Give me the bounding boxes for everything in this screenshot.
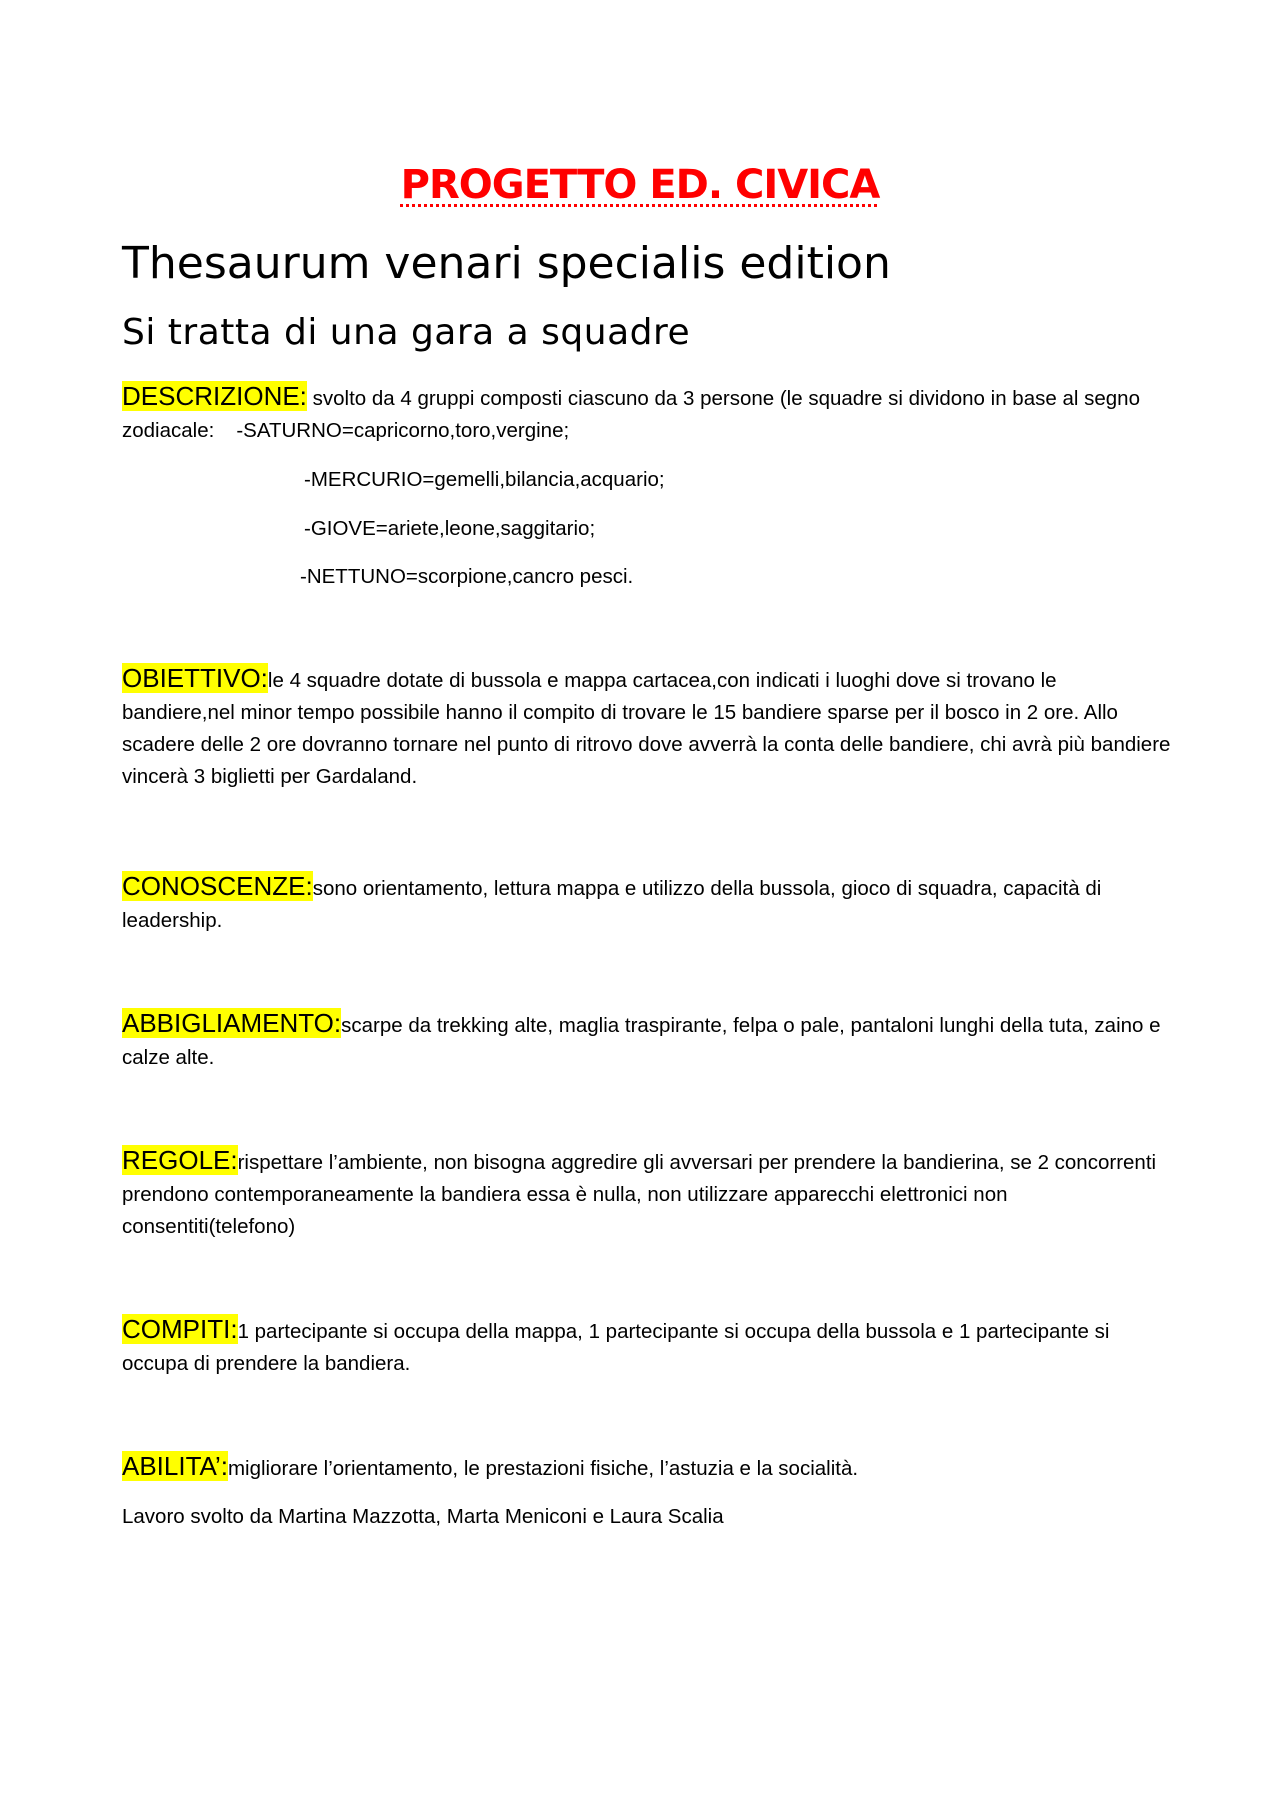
title-text: PROGETTO ED. CIVICA bbox=[400, 162, 880, 208]
document-title bbox=[0, 162, 1280, 208]
abbigliamento-label: ABBIGLIAMENTO: bbox=[122, 1008, 342, 1038]
authors-footer: Lavoro svolto da Martina Mazzotta, Marta Meniconi e Laura Scalia bbox=[122, 1505, 724, 1528]
conoscenze-section bbox=[122, 870, 1172, 937]
abilita-label: ABILITA’: bbox=[122, 1451, 228, 1481]
team-saturno: -SATURNO=capricorno,toro,vergine; bbox=[236, 419, 570, 442]
abbigliamento-text: scarpe da trekking alte, maglia traspirante, felpa o pale, pantaloni lunghi della tuta, zaino e calze alte. bbox=[122, 1014, 1161, 1069]
obiettivo-text: le 4 squadre dotate di bussola e mappa cartacea,con indicati i luoghi dove si trovano le bandiere,nel minor tempo possibile hanno il compito di trovare le 15 bandiere sparse per il bosco in 2 ore. Allo scadere delle 2 ore dovranno tornare nel punto di ritrovo dove avverrà la conta delle bandiere, chi avrà più bandiere vincerà 3 biglietti per Gardaland. bbox=[122, 669, 1171, 788]
abbigliamento-section bbox=[122, 1007, 1172, 1074]
compiti-text: 1 partecipante si occupa della mappa, 1 partecipante si occupa della bussola e 1 partecipante si occupa di prendere la bandiera. bbox=[122, 1320, 1110, 1375]
abilita-text: migliorare l’orientamento, le prestazioni fisiche, l’astuzia e la socialità. bbox=[227, 1457, 859, 1480]
team-giove: -GIOVE=ariete,leone,saggitario; bbox=[304, 517, 596, 540]
regole-text: rispettare l’ambiente, non bisogna aggredire gli avversari per prendere la bandierina, se 2 concorrenti prendono contemporaneamente la bandiera essa è nulla, non utilizzare apparecchi elettronici non consentiti(telefono) bbox=[122, 1151, 1157, 1238]
obiettivo-label: OBIETTIVO: bbox=[122, 663, 268, 693]
descrizione-label: DESCRIZIONE: bbox=[122, 381, 307, 411]
compiti-label: COMPITI: bbox=[122, 1314, 238, 1344]
regole-section bbox=[122, 1144, 1172, 1243]
conoscenze-text: sono orientamento, lettura mappa e utilizzo della bussola, gioco di squadra, capacità di leadership. bbox=[122, 877, 1102, 932]
regole-label: REGOLE: bbox=[122, 1145, 238, 1175]
compiti-section bbox=[122, 1313, 1172, 1380]
descrizione-text: svolto da 4 gruppi composti ciascuno da 3 persone (le squadre si dividono in base al segno zodiacale: bbox=[122, 387, 1140, 442]
abilita-section bbox=[122, 1450, 1172, 1485]
project-description-heading: Si tratta di una gara a squadre bbox=[122, 312, 691, 353]
conoscenze-label: CONOSCENZE: bbox=[122, 871, 313, 901]
team-nettuno: -NETTUNO=scorpione,cancro pesci. bbox=[300, 565, 634, 588]
team-mercurio: -MERCURIO=gemelli,bilancia,acquario; bbox=[304, 468, 665, 491]
obiettivo-section bbox=[122, 662, 1172, 793]
project-subtitle: Thesaurum venari specialis edition bbox=[122, 238, 891, 289]
descrizione-section bbox=[122, 380, 1172, 447]
